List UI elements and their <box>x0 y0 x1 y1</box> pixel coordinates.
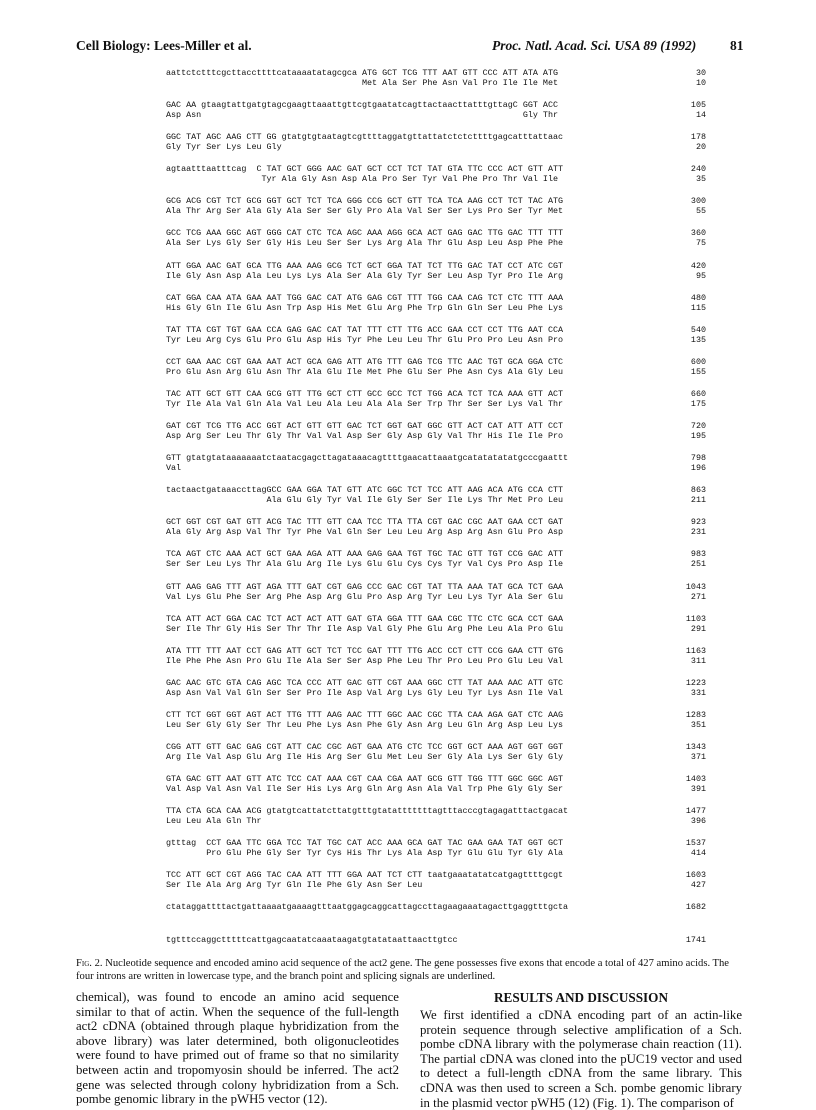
sequence-row <box>166 870 706 902</box>
amino-acid-line <box>166 495 706 505</box>
nucleotide-sequence: ctataggattttactgattaaaatgaaaagtttaatggagcaggcattagccttagaagaaatagacttgaggtttgcta <box>166 902 569 913</box>
amino-acid-sequence: Ile Gly Asn Asp Ala Leu Lys Lys Ala Ser Ala Gly Tyr Ser Leu Asp Tyr Pro Ile Arg <box>166 270 564 281</box>
amino-acid-position: 10 <box>695 78 706 88</box>
amino-acid-sequence: Tyr Ile Ala Val Gln Ala Val Leu Ala Leu Ala Ala Ser Trp Thr Ser Ser Lys Val Thr <box>166 398 564 409</box>
nucleotide-line <box>166 421 706 431</box>
sequence-row <box>166 517 706 549</box>
amino-acid-line <box>166 206 706 216</box>
nucleotide-sequence: CTT TCT GGT GGT AGT ACT TTG TTT AAG AAC TTT GGC AAC CGC TTA CAA AGA GAT CTC AAG <box>166 709 564 720</box>
nucleotide-sequence: TCA AGT CTC AAA ACT GCT GAA AGA ATT AAA GAG GAA TGT TGC TAC GTT TGT CCG GAC ATT <box>166 549 564 560</box>
amino-acid-line <box>166 559 706 569</box>
nucleotide-sequence: ATA TTT TTT AAT CCT GAG ATT GCT TCT TCC GAT TTT TTG ACC CCT CTT CCG GAA CTT GTG <box>166 645 564 656</box>
amino-acid-line <box>166 592 706 602</box>
nucleotide-position: 1163 <box>685 645 706 656</box>
sequence-row <box>166 742 706 774</box>
amino-acid-position: 115 <box>690 302 706 313</box>
nucleotide-line <box>166 228 706 238</box>
nucleotide-position: 923 <box>690 517 706 528</box>
sequence-row <box>166 646 706 678</box>
figure-caption-text: Nucleotide sequence and encoded amino acid sequence of the act2 gene. The gene possesses five exons that encode a total of 427 amino acids. The four introns are written in lowercase type, and the branch point and splicing signals are underlined. <box>76 958 730 982</box>
nucleotide-position: 480 <box>690 292 706 303</box>
amino-acid-line <box>166 752 706 762</box>
amino-acid-position: 155 <box>690 366 706 377</box>
amino-acid-position: 35 <box>695 174 706 185</box>
amino-acid-position: 195 <box>690 431 706 442</box>
amino-acid-line <box>166 688 706 698</box>
amino-acid-sequence: Leu Ser Gly Gly Ser Thr Leu Phe Lys Asn Phe Gly Asn Arg Leu Gln Arg Asp Leu Lys <box>166 719 564 730</box>
amino-acid-sequence: Arg Ile Val Asp Glu Arg Ile His Arg Ser Glu Met Leu Ser Gly Ala Lys Ser Gly Gly <box>166 751 564 762</box>
amino-acid-sequence: Asp Arg Ser Leu Thr Gly Thr Val Val Asp Ser Gly Asp Gly Val Thr His Ile Ile Pro <box>166 431 564 442</box>
running-header <box>0 38 816 58</box>
nucleotide-line <box>166 614 706 624</box>
amino-acid-line <box>166 945 706 955</box>
nucleotide-sequence: gtttag CCT GAA TTC GGA TCC TAT TGC CAT ACC AAA GCA GAT TAC GAA GAA TAT GGT GCT <box>166 838 564 849</box>
nucleotide-sequence: TCC ATT GCT CGT AGG TAC CAA ATT TTT GGA AAT TCT CTT taatgaaatatatcatgagttttgcgt <box>166 870 564 881</box>
nucleotide-position: 420 <box>690 260 706 271</box>
amino-acid-sequence: Ser Ser Leu Lys Thr Ala Glu Arg Ile Lys Glu Glu Cys Cys Tyr Val Cys Pro Asp Ile <box>166 559 564 570</box>
nucleotide-line <box>166 774 706 784</box>
amino-acid-sequence: Ala Gly Arg Asp Val Thr Tyr Phe Val Gln Ser Leu Leu Arg Asp Arg Asn Glu Pro Asp <box>166 527 564 538</box>
amino-acid-line <box>166 271 706 281</box>
sequence-row <box>166 164 706 196</box>
nucleotide-position: 1103 <box>685 613 706 624</box>
amino-acid-sequence: Ser Ile Thr Gly His Ser Thr Thr Ile Asp Val Gly Phe Glu Arg Phe Leu Ala Pro Glu <box>166 623 564 634</box>
nucleotide-sequence: CCT GAA AAC CGT GAA AAT ACT GCA GAG ATT ATG TTT GAG TCG TTC AAC TGT GCA GGA CTC <box>166 356 564 367</box>
amino-acid-position: 231 <box>690 527 706 538</box>
amino-acid-sequence: Pro Glu Phe Gly Ser Tyr Cys His Thr Lys Ala Asp Tyr Glu Glu Tyr Gly Ala <box>166 848 564 859</box>
nucleotide-line <box>166 806 706 816</box>
figure-caption <box>76 958 740 983</box>
amino-acid-sequence: Gly Tyr Ser Lys Leu Gly <box>166 142 282 153</box>
nucleotide-sequence: GAC AAC GTC GTA CAG AGC TCA CCC ATT GAC GTT CGT AAA GGC CTT TAT AAA AAC ATT GTC <box>166 677 564 688</box>
amino-acid-line <box>166 720 706 730</box>
sequence-row <box>166 485 706 517</box>
amino-acid-position: 271 <box>690 591 706 602</box>
nucleotide-line <box>166 549 706 559</box>
nucleotide-position: 1283 <box>685 709 706 720</box>
nucleotide-sequence: ATT GGA AAC GAT GCA TTG AAA AAG GCG TCT GCT GGA TAT TCT TTG GAC TAT CCT ATC CGT <box>166 260 564 271</box>
sequence-row <box>166 100 706 132</box>
amino-acid-position: 371 <box>690 751 706 762</box>
nucleotide-position: 1477 <box>685 806 706 817</box>
amino-acid-line <box>166 303 706 313</box>
nucleotide-sequence: tactaactgataaaccttagGCC GAA GGA TAT GTT ATC GGC TCT TCC ATT AAG ACA ATG CCA CTT <box>166 485 564 496</box>
nucleotide-line <box>166 68 706 78</box>
nucleotide-line <box>166 357 706 367</box>
right-column-paragraph: We first identified a cDNA encoding part of an actin-like protein sequence through selective amplification of a Sch. pombe cDNA library with the polymerase chain reaction (11). The partial cDNA was cloned into the pUC19 vector and used to detect a full-length cDNA from the same library. This cDNA was then used to screen a Sch. pombe genomic library in the plasmid vector pWH5 (12) (Fig. 1). The comparison of <box>420 1008 742 1110</box>
nucleotide-position: 863 <box>690 485 706 496</box>
amino-acid-position: 14 <box>695 110 706 121</box>
sequence-row <box>166 549 706 581</box>
nucleotide-position: 178 <box>690 132 706 143</box>
nucleotide-line <box>166 453 706 463</box>
amino-acid-sequence: Asp Asn Val Val Gln Ser Ser Pro Ile Asp Val Arg Lys Gly Leu Tyr Lys Asn Ile Val <box>166 687 564 698</box>
amino-acid-sequence: Tyr Ala Gly Asn Asp Ala Pro Ser Tyr Val Phe Pro Thr Val Ile <box>166 174 559 185</box>
nucleotide-sequence: aattctctttcgcttaccttttcataaaatatagcgca ATG GCT TCG TTT AAT GTT CCC ATT ATA ATG <box>166 68 559 78</box>
amino-acid-line <box>166 880 706 890</box>
nucleotide-position: 720 <box>690 421 706 432</box>
nucleotide-line <box>166 710 706 720</box>
sequence-row <box>166 132 706 164</box>
nucleotide-line <box>166 742 706 752</box>
sequence-row <box>166 582 706 614</box>
amino-acid-line <box>166 527 706 537</box>
nucleotide-position: 540 <box>690 324 706 335</box>
nucleotide-sequence: TAT TTA CGT TGT GAA CCA GAG GAC CAT TAT TTT CTT TTG ACC GAA CCT CCT TTG AAT CCA <box>166 324 564 335</box>
amino-acid-line <box>166 624 706 634</box>
nucleotide-line <box>166 164 706 174</box>
amino-acid-line <box>166 431 706 441</box>
nucleotide-line <box>166 935 706 945</box>
nucleotide-position: 105 <box>690 100 706 111</box>
amino-acid-line <box>166 656 706 666</box>
amino-acid-sequence: Ala Thr Arg Ser Ala Gly Ala Ser Ser Gly Pro Ala Val Ser Ser Lys Pro Ser Tyr Met <box>166 206 564 217</box>
amino-acid-line <box>166 238 706 248</box>
amino-acid-sequence: Ala Glu Gly Tyr Val Ile Gly Ser Ser Ile Lys Thr Met Pro Leu <box>166 495 564 506</box>
amino-acid-position: 75 <box>695 238 706 249</box>
nucleotide-line <box>166 870 706 880</box>
amino-acid-sequence: Val <box>166 463 182 474</box>
sequence-row <box>166 710 706 742</box>
amino-acid-sequence: Val Lys Glu Phe Ser Arg Phe Asp Arg Glu Pro Asp Arg Tyr Leu Lys Tyr Ala Ser Glu <box>166 591 564 602</box>
amino-acid-line <box>166 784 706 794</box>
figure-caption-label: Fig. 2. <box>76 958 103 969</box>
amino-acid-sequence: Ala Ser Lys Gly Ser Gly His Leu Ser Ser Lys Arg Ala Thr Glu Asp Leu Asp Phe Phe <box>166 238 564 249</box>
amino-acid-sequence: Leu Leu Ala Gln Thr <box>166 816 262 827</box>
nucleotide-position: 360 <box>690 228 706 239</box>
nucleotide-position: 1043 <box>685 581 706 592</box>
nucleotide-line <box>166 485 706 495</box>
nucleotide-line <box>166 261 706 271</box>
nucleotide-line <box>166 132 706 142</box>
amino-acid-position: 20 <box>695 142 706 153</box>
nucleotide-sequence: CAT GGA CAA ATA GAA AAT TGG GAC CAT ATG GAG CGT TTT TGG CAA CAG TCT CTC TTT AAA <box>166 292 564 303</box>
nucleotide-position: 983 <box>690 549 706 560</box>
nucleotide-line <box>166 293 706 303</box>
sequence-figure <box>166 68 706 967</box>
section-heading: RESULTS AND DISCUSSION <box>494 990 668 1005</box>
nucleotide-position: 798 <box>690 453 706 464</box>
nucleotide-sequence: GTA GAC GTT AAT GTT ATC TCC CAT AAA CGT CAA CGA AAT GCG GTT TGG TTT GGC GGC AGT <box>166 774 564 785</box>
nucleotide-position: 300 <box>690 196 706 207</box>
nucleotide-sequence: CGG ATT GTT GAC GAG CGT ATT CAC CGC AGT GAA ATG CTC TCC GGT GCT AAA AGT GGT GGT <box>166 741 564 752</box>
nucleotide-line <box>166 902 706 912</box>
nucleotide-position: 600 <box>690 356 706 367</box>
amino-acid-position: 251 <box>690 559 706 570</box>
nucleotide-sequence: GTT gtatgtataaaaaaatctaatacgagcttagataaacagttttgaacattaaatgcatatatatatgcccgaattt <box>166 453 569 464</box>
nucleotide-sequence: TAC ATT GCT GTT CAA GCG GTT TTG GCT CTT GCC GCC TCT TGG ACA TCT TCA AAA GTT ACT <box>166 388 564 399</box>
sequence-row <box>166 228 706 260</box>
nucleotide-sequence: agtaatttaatttcag C TAT GCT GGG AAC GAT GCT CCT TCT TAT GTA TTC CCC ACT GTT ATT <box>166 164 564 175</box>
amino-acid-position: 396 <box>690 816 706 827</box>
amino-acid-sequence: Asp Asn Gly Thr <box>166 110 559 121</box>
amino-acid-position: 175 <box>690 398 706 409</box>
nucleotide-position: 1343 <box>685 741 706 752</box>
nucleotide-line <box>166 838 706 848</box>
amino-acid-line <box>166 78 706 88</box>
page-number: 81 <box>730 38 744 53</box>
amino-acid-position: 95 <box>695 270 706 281</box>
nucleotide-sequence: GCG ACG CGT TCT GCG GGT GCT TCT TCA GGG CCG GCT GTT TCA TCA AAG CCT TCT TAC ATG <box>166 196 564 207</box>
amino-acid-line <box>166 463 706 473</box>
sequence-row <box>166 453 706 485</box>
nucleotide-position: 1537 <box>685 838 706 849</box>
nucleotide-position: 1682 <box>685 902 706 913</box>
amino-acid-position: 427 <box>690 880 706 891</box>
sequence-row <box>166 196 706 228</box>
sequence-row <box>166 838 706 870</box>
amino-acid-sequence: Ile Phe Phe Asn Pro Glu Ile Ala Ser Ser Asp Phe Leu Thr Pro Leu Pro Glu Leu Val <box>166 655 564 666</box>
left-column-paragraph: chemical), was found to encode an amino acid sequence similar to that of actin. When the sequence of the full-length act2 cDNA (obtained through plaque hybridization from the above library) was later determined, both oligonucleotides were found to have primed out of frame so that no similarity between actin and tropomyosin should be inferred. The act2 gene was selected through colony hybridization from a Sch. pombe genomic library in the pWH5 vector (12). <box>76 990 399 1107</box>
amino-acid-line <box>166 399 706 409</box>
nucleotide-line <box>166 100 706 110</box>
amino-acid-position: 196 <box>690 463 706 474</box>
nucleotide-sequence: GTT AAG GAG TTT AGT AGA TTT GAT CGT GAG CCC GAC CGT TAT TTA AAA TAT GCA TCT GAA <box>166 581 564 592</box>
amino-acid-position: 135 <box>690 334 706 345</box>
sequence-row <box>166 325 706 357</box>
amino-acid-position: 291 <box>690 623 706 634</box>
nucleotide-position: 660 <box>690 388 706 399</box>
amino-acid-position: 55 <box>695 206 706 217</box>
sequence-row <box>166 421 706 453</box>
amino-acid-sequence: Pro Glu Asn Arg Glu Asn Thr Ala Glu Ile Met Phe Glu Ser Phe Asn Cys Ala Gly Leu <box>166 366 564 377</box>
nucleotide-line <box>166 389 706 399</box>
nucleotide-sequence: GCT GGT CGT GAT GTT ACG TAC TTT GTT CAA TCC TTA TTA CGT GAC CGC AAT GAA CCT GAT <box>166 517 564 528</box>
amino-acid-position: 414 <box>690 848 706 859</box>
amino-acid-line <box>166 335 706 345</box>
sequence-row <box>166 293 706 325</box>
sequence-row <box>166 261 706 293</box>
amino-acid-position: 351 <box>690 719 706 730</box>
amino-acid-position: 331 <box>690 687 706 698</box>
amino-acid-position: 391 <box>690 784 706 795</box>
amino-acid-sequence: Met Ala Ser Phe Asn Val Pro Ile Ile Met <box>166 78 559 88</box>
amino-acid-line <box>166 174 706 184</box>
amino-acid-sequence: Ser Ile Ala Arg Arg Tyr Gln Ile Phe Gly Asn Ser Leu <box>166 880 423 891</box>
sequence-row <box>166 678 706 710</box>
nucleotide-position: 1403 <box>685 774 706 785</box>
nucleotide-position: 240 <box>690 164 706 175</box>
nucleotide-sequence: GAC AA gtaagtattgatgtagcgaagttaaattgttcgtgaatatcagttactaacttatttgttagC GGT ACC <box>166 100 559 111</box>
nucleotide-sequence: GGC TAT AGC AAG CTT GG gtatgtgtaatagtcgttttaggatgttattatctctcttttgagcatttattaac <box>166 132 564 143</box>
amino-acid-line <box>166 367 706 377</box>
nucleotide-sequence: GCC TCG AAA GGC AGT GGG CAT CTC TCA AGC AAA AGG GCA ACT GAG GAC TTG GAC TTT TTT <box>166 228 564 239</box>
nucleotide-sequence: TCA ATT ACT GGA CAC TCT ACT ACT ATT GAT GTA GGA TTT GAA CGC TTC CTC GCA CCT GAA <box>166 613 564 624</box>
header-journal-citation: Proc. Natl. Acad. Sci. USA 89 (1992) <box>492 38 697 53</box>
nucleotide-sequence: tgtttccaggctttttcattgagcaatatcaaataagatgtatataattaacttgtcc <box>166 934 458 945</box>
sequence-row <box>166 614 706 646</box>
amino-acid-line <box>166 816 706 826</box>
sequence-row <box>166 774 706 806</box>
nucleotide-line <box>166 678 706 688</box>
nucleotide-sequence: GAT CGT TCG TTG ACC GGT ACT GTT GTT GAC TCT GGT GAT GGC GTT ACT CAT ATT ATT CCT <box>166 421 564 432</box>
nucleotide-position: 30 <box>695 68 706 78</box>
sequence-row <box>166 357 706 389</box>
nucleotide-line <box>166 196 706 206</box>
nucleotide-line <box>166 517 706 527</box>
amino-acid-sequence: His Gly Gln Ile Glu Asn Trp Asp His Met Glu Arg Phe Trp Gln Gln Ser Leu Phe Lys <box>166 302 564 313</box>
amino-acid-sequence: Tyr Leu Arg Cys Glu Pro Glu Asp His Tyr Phe Leu Leu Thr Glu Pro Pro Leu Asn Pro <box>166 334 564 345</box>
nucleotide-line <box>166 582 706 592</box>
amino-acid-line <box>166 848 706 858</box>
nucleotide-line <box>166 646 706 656</box>
amino-acid-line <box>166 142 706 152</box>
amino-acid-sequence: Val Asp Val Asn Val Ile Ser His Lys Arg Gln Arg Asn Ala Val Trp Phe Gly Gly Ser <box>166 784 564 795</box>
sequence-row <box>166 806 706 838</box>
sequence-row <box>166 902 706 934</box>
nucleotide-position: 1603 <box>685 870 706 881</box>
amino-acid-line <box>166 110 706 120</box>
nucleotide-position: 1741 <box>685 934 706 945</box>
amino-acid-position: 211 <box>690 495 706 506</box>
header-section-authors: Cell Biology: Lees-Miller et al. <box>76 38 252 53</box>
nucleotide-position: 1223 <box>685 677 706 688</box>
amino-acid-position: 311 <box>690 655 706 666</box>
sequence-row <box>166 68 706 100</box>
nucleotide-sequence: TTA CTA GCA CAA ACG gtatgtcattatcttatgtttgtatatttttttagtttacccgtagagatttactgacat <box>166 806 569 817</box>
sequence-row <box>166 389 706 421</box>
amino-acid-line <box>166 912 706 922</box>
right-column <box>420 990 742 1110</box>
nucleotide-line <box>166 325 706 335</box>
